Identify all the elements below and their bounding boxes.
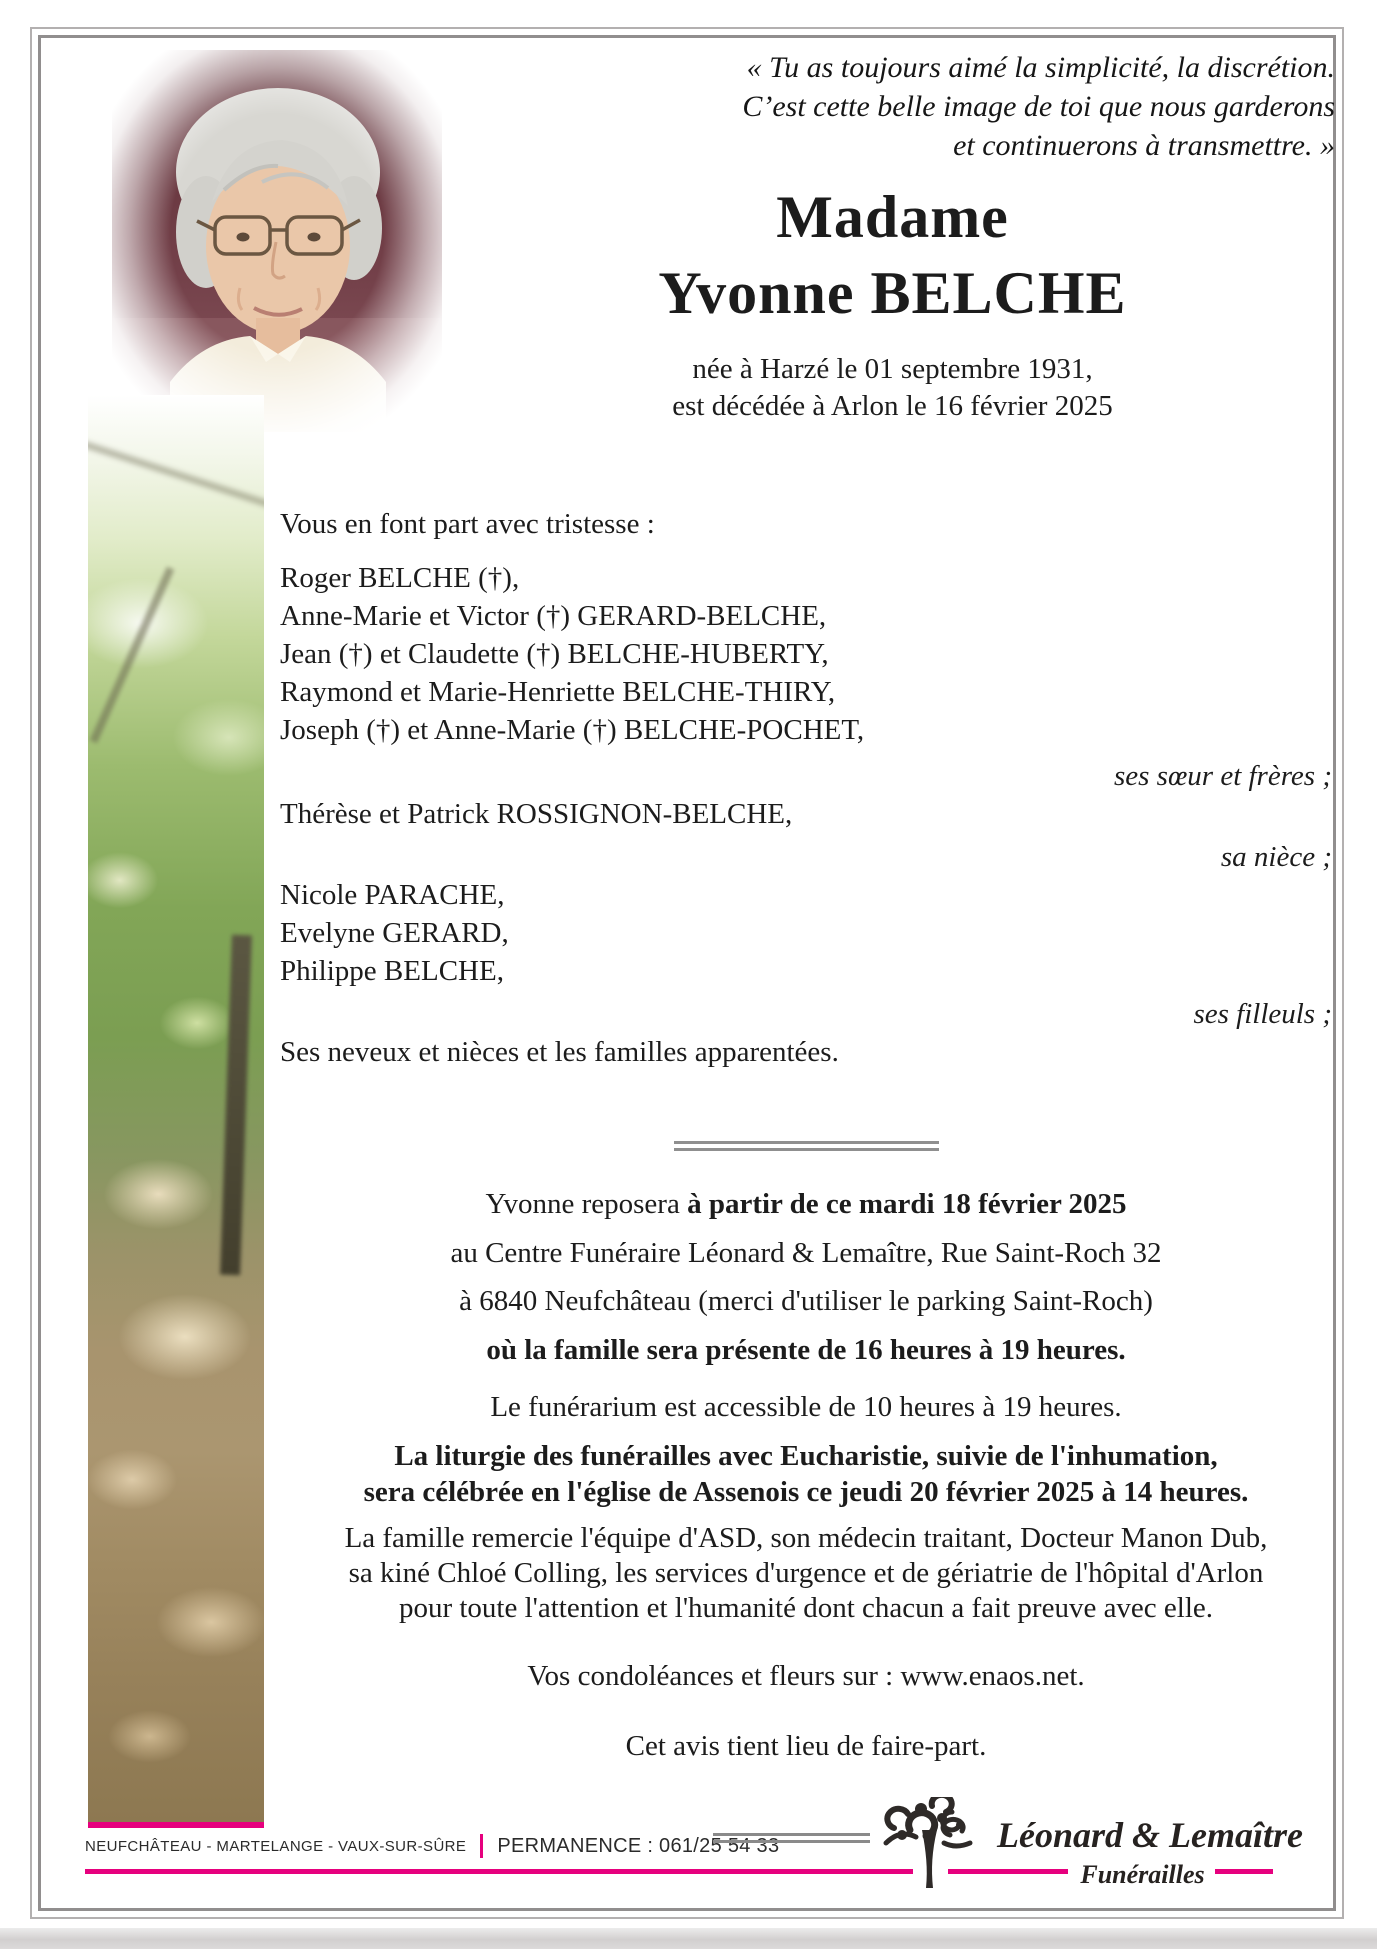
thanks-line: sa kiné Chloé Colling, les services d'urgence et de gériatrie de l'hôpital d'Arlon bbox=[348, 1557, 1264, 1589]
visitation-line bbox=[280, 1180, 1332, 1229]
footer-contact bbox=[85, 1834, 779, 1858]
tree-logo-icon bbox=[880, 1797, 980, 1890]
branch-shape bbox=[88, 441, 264, 515]
relation-label-siblings: ses sœur et frères ; bbox=[1113, 760, 1332, 792]
ceremony-info bbox=[280, 1438, 1332, 1510]
quote-line: « Tu as toujours aimé la simplicité, la discrétion. bbox=[746, 51, 1335, 84]
tree-trunk-shape bbox=[220, 935, 252, 1275]
relation-label-niece: sa nièce ; bbox=[1220, 841, 1332, 873]
ceremony-line: La liturgie des funérailles avec Eucharistie, suivie de l'inhumation, bbox=[394, 1440, 1218, 1472]
family-member-line: Thérèse et Patrick ROSSIGNON-BELCHE, bbox=[280, 798, 793, 830]
visitation-date: à partir de ce mardi 18 février 2025 bbox=[687, 1188, 1127, 1220]
visitation-hours: où la famille sera présente de 16 heures à 19 heures. bbox=[486, 1333, 1126, 1366]
ceremony-line: sera célébrée en l'église de Assenois ce jeudi 20 février 2025 à 14 heures. bbox=[363, 1476, 1249, 1508]
thanks-info bbox=[280, 1521, 1332, 1626]
pink-rule-segment bbox=[85, 1869, 913, 1874]
pink-divider bbox=[480, 1834, 483, 1858]
family-member-line: Philippe BELCHE, bbox=[280, 955, 504, 987]
family-member-line: Evelyne GERARD, bbox=[280, 917, 509, 949]
birth-info: née à Harzé le 01 septembre 1931, bbox=[692, 353, 1093, 385]
forest-path-photo bbox=[88, 395, 264, 1828]
thanks-line: pour toute l'attention et l'humanité dont chacun a fait preuve avec elle. bbox=[398, 1592, 1214, 1624]
visitation-line: au Centre Funéraire Léonard & Lemaître, Rue Saint-Roch 32 bbox=[450, 1236, 1162, 1269]
family-member-line: Raymond et Marie-Henriette BELCHE-THIRY, bbox=[280, 676, 836, 708]
access-line: Le funérarium est accessible de 10 heures à 19 heures. bbox=[490, 1391, 1122, 1423]
family-member-line: Jean (†) et Claudette (†) BELCHE-HUBERTY, bbox=[280, 638, 829, 670]
family-member-line: Roger BELCHE (†), bbox=[280, 562, 520, 594]
title-madame: Madame bbox=[776, 184, 1009, 250]
tree-trunk-shape bbox=[90, 567, 175, 744]
visitation-line: à 6840 Neufchâteau (merci d'utiliser le parking Saint-Roch) bbox=[459, 1285, 1153, 1317]
family-member-line: Nicole PARACHE, bbox=[280, 879, 505, 911]
page-edge-shadow bbox=[0, 1928, 1377, 1949]
family-announcement bbox=[280, 505, 1332, 1071]
condolences-line: Vos condoléances et fleurs sur : www.enaos.net. bbox=[527, 1660, 1085, 1692]
footer-permanence: PERMANENCE : 061/25 54 33 bbox=[497, 1834, 780, 1857]
deceased-name: Yvonne BELCHE bbox=[658, 260, 1127, 326]
portrait-vignette bbox=[112, 50, 442, 432]
notice-line: Cet avis tient lieu de faire-part. bbox=[625, 1730, 987, 1762]
condolences bbox=[280, 1659, 1332, 1694]
intro-line: Vous en font part avec tristesse : bbox=[280, 508, 655, 540]
relation-label-godchildren: ses filleuls ; bbox=[1193, 998, 1332, 1030]
section-separator bbox=[280, 1141, 1332, 1151]
brand-name: Léonard & Lemaître bbox=[997, 1815, 1303, 1855]
quote-line: C’est cette belle image de toi que nous garderons bbox=[742, 90, 1335, 123]
thanks-line: La famille remercie l'équipe d'ASD, son médecin traitant, Docteur Manon Dub, bbox=[344, 1522, 1268, 1554]
brand-subtitle: Funérailles bbox=[1080, 1860, 1205, 1889]
life-dates bbox=[450, 351, 1335, 425]
notice bbox=[280, 1729, 1332, 1764]
family-member-line: Joseph (†) et Anne-Marie (†) BELCHE-POCHET, bbox=[280, 714, 865, 746]
quote-line: et continuerons à transmettre. » bbox=[953, 129, 1335, 162]
closing-line: Ses neveux et nièces et les familles apparentées. bbox=[280, 1036, 839, 1068]
double-rule bbox=[674, 1141, 939, 1151]
page-title bbox=[450, 179, 1335, 331]
visitation-info bbox=[280, 1180, 1332, 1374]
portrait-photo bbox=[112, 50, 442, 432]
header bbox=[450, 48, 1335, 425]
footer-cities: NEUFCHÂTEAU - MARTELANGE - VAUX-SUR-SÛRE bbox=[85, 1837, 467, 1855]
access-info bbox=[280, 1388, 1332, 1426]
death-info: est décédée à Arlon le 16 février 2025 bbox=[672, 390, 1113, 422]
family-member-line: Anne-Marie et Victor (†) GERARD-BELCHE, bbox=[280, 600, 827, 632]
memorial-quote bbox=[450, 48, 1335, 165]
footer-double-rule bbox=[713, 1833, 870, 1843]
visitation-text: Yvonne reposera bbox=[485, 1188, 688, 1220]
